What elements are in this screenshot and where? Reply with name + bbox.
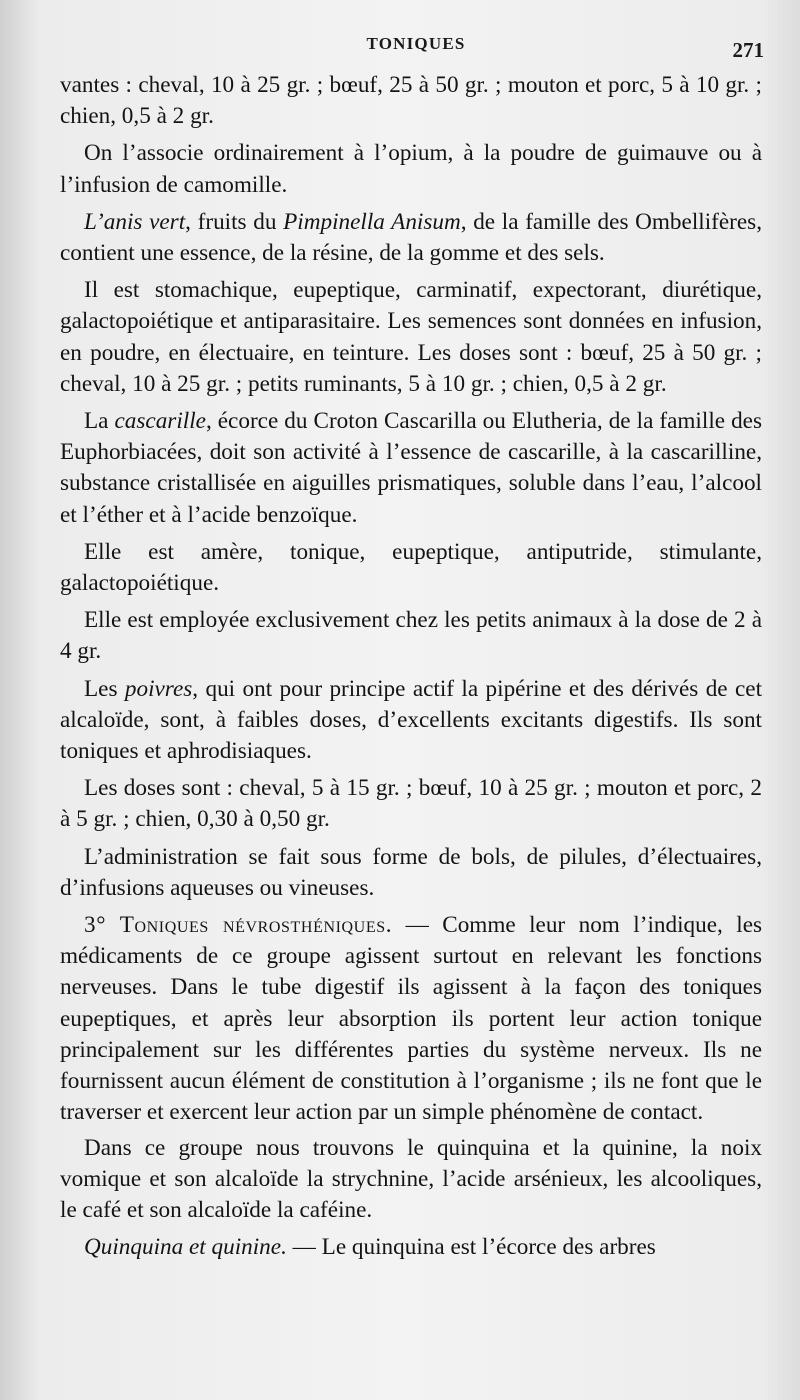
paragraph-administration [60,842,762,904]
paragraph-text: , fruits du [185,208,284,235]
paragraph-cascarille-properties [60,537,762,599]
paragraph-text: La [84,408,115,435]
term-pimpinella-anisum: Pimpinella Anisum [283,208,461,235]
paragraph-text: , écorce du Croton Cascarilla ou Elutheria, de la famille des Euphorbiacées, doit son activité à l’essence de cascarille, à la cascarilline, substance cristallisée en aiguilles prismatiques, soluble dans l’eau, l’alcool et l’éther et à l’acide benzoïque. [60,408,762,528]
paragraph-doses-continuation [60,70,762,132]
body-text [60,70,762,1269]
running-title: TONIQUES [366,34,466,53]
paragraph-poivres-doses [60,773,762,835]
section-heading: 3° Toniques névrosthéniques. [84,912,393,939]
term-poivres: poivres [124,675,193,702]
paragraph-opium [60,138,762,200]
term-quinquina-quinine: Quinquina et quinine. [84,1234,287,1261]
paragraph-text: Il est stomachique, eupeptique, carminatif, expectorant, diurétique, galactopoiétique et antiparasitaire. Les semences sont données en infusion, en poudre, en électuaire, en teinture. Les doses sont : bœuf, 25 à 50 gr. ; cheval, 10 à 25 gr. ; petits ruminants, 5 à 10 gr. ; chien, 0,5 à 2 gr. [60,277,762,397]
paragraph-text: Dans ce groupe nous trouvons le quinquina et la quinine, la noix vomique et son alcaloïde la strychnine, l’acide arsénieux, les alcooliques, le café et son alcaloïde la caféine. [60,1134,762,1223]
page-header [60,28,772,68]
term-cascarille: cascarille [114,408,206,435]
term-anis-vert: L’anis vert [84,208,186,235]
paragraph-text: vantes : cheval, 10 à 25 gr. ; bœuf, 25 à 50 gr. ; mouton et porc, 5 à 10 gr. ; chien, 0,5 à 2 gr. [60,72,762,130]
paragraph-text: Elle est employée exclusivement chez les petits animaux à la dose de 2 à 4 gr. [60,607,762,665]
paragraph-text: On l’associe ordinairement à l’opium, à la poudre de guimauve ou à l’infusion de camomille. [60,140,762,198]
paragraph-anis-vert [60,207,762,269]
paragraph-text: , qui ont pour principe actif la pipérine et des dérivés de cet alcaloïde, sont, à faibles doses, d’excellents excitants digestifs. Ils sont toniques et aphrodisiaques. [60,675,763,765]
paragraph-text: — Comme leur nom l’indique, les médicaments de ce groupe agissent surtout en relevant les fonctions nerveuses. Dans le tube digestif ils agissent à la façon des toniques eupeptiques, et après leur absorption ils portent leur action tonique principalement sur les différentes parties du système nerveux. Ils ne fournissent aucun élément de constitution à l’organisme ; ils ne font que le traverser et exercent leur action par un simple phénomène de contact. [60,912,763,1126]
paragraph-anis-properties [60,275,762,400]
page-number: 271 [732,38,764,62]
paragraph-toniques-nevrostheniques [60,910,762,1128]
paragraph-poivres [60,674,762,768]
paragraph-text: — Le quinquina est l’écorce des arbres [286,1234,656,1261]
paragraph-cascarille [60,406,762,531]
paragraph-text: Les doses sont : cheval, 5 à 15 gr. ; bœuf, 10 à 25 gr. ; mouton et porc, 2 à 5 gr. ; chien, 0,30 à 0,50 gr. [60,775,762,833]
paragraph-groupe [60,1133,762,1227]
paragraph-text: Les [84,675,125,702]
paragraph-text: L’administration se fait sous forme de bols, de pilules, d’électuaires, d’infusions aqueuses ou vineuses. [60,843,762,901]
paragraph-text: Elle est amère, tonique, eupeptique, antiputride, stimulante, galactopoiétique. [60,538,762,597]
paragraph-text: , de la famille des Ombellifères, contient une essence, de la résine, de la gomme et des sels. [60,208,762,267]
paragraph-quinquina [60,1232,762,1263]
paragraph-cascarille-dose [60,605,762,667]
